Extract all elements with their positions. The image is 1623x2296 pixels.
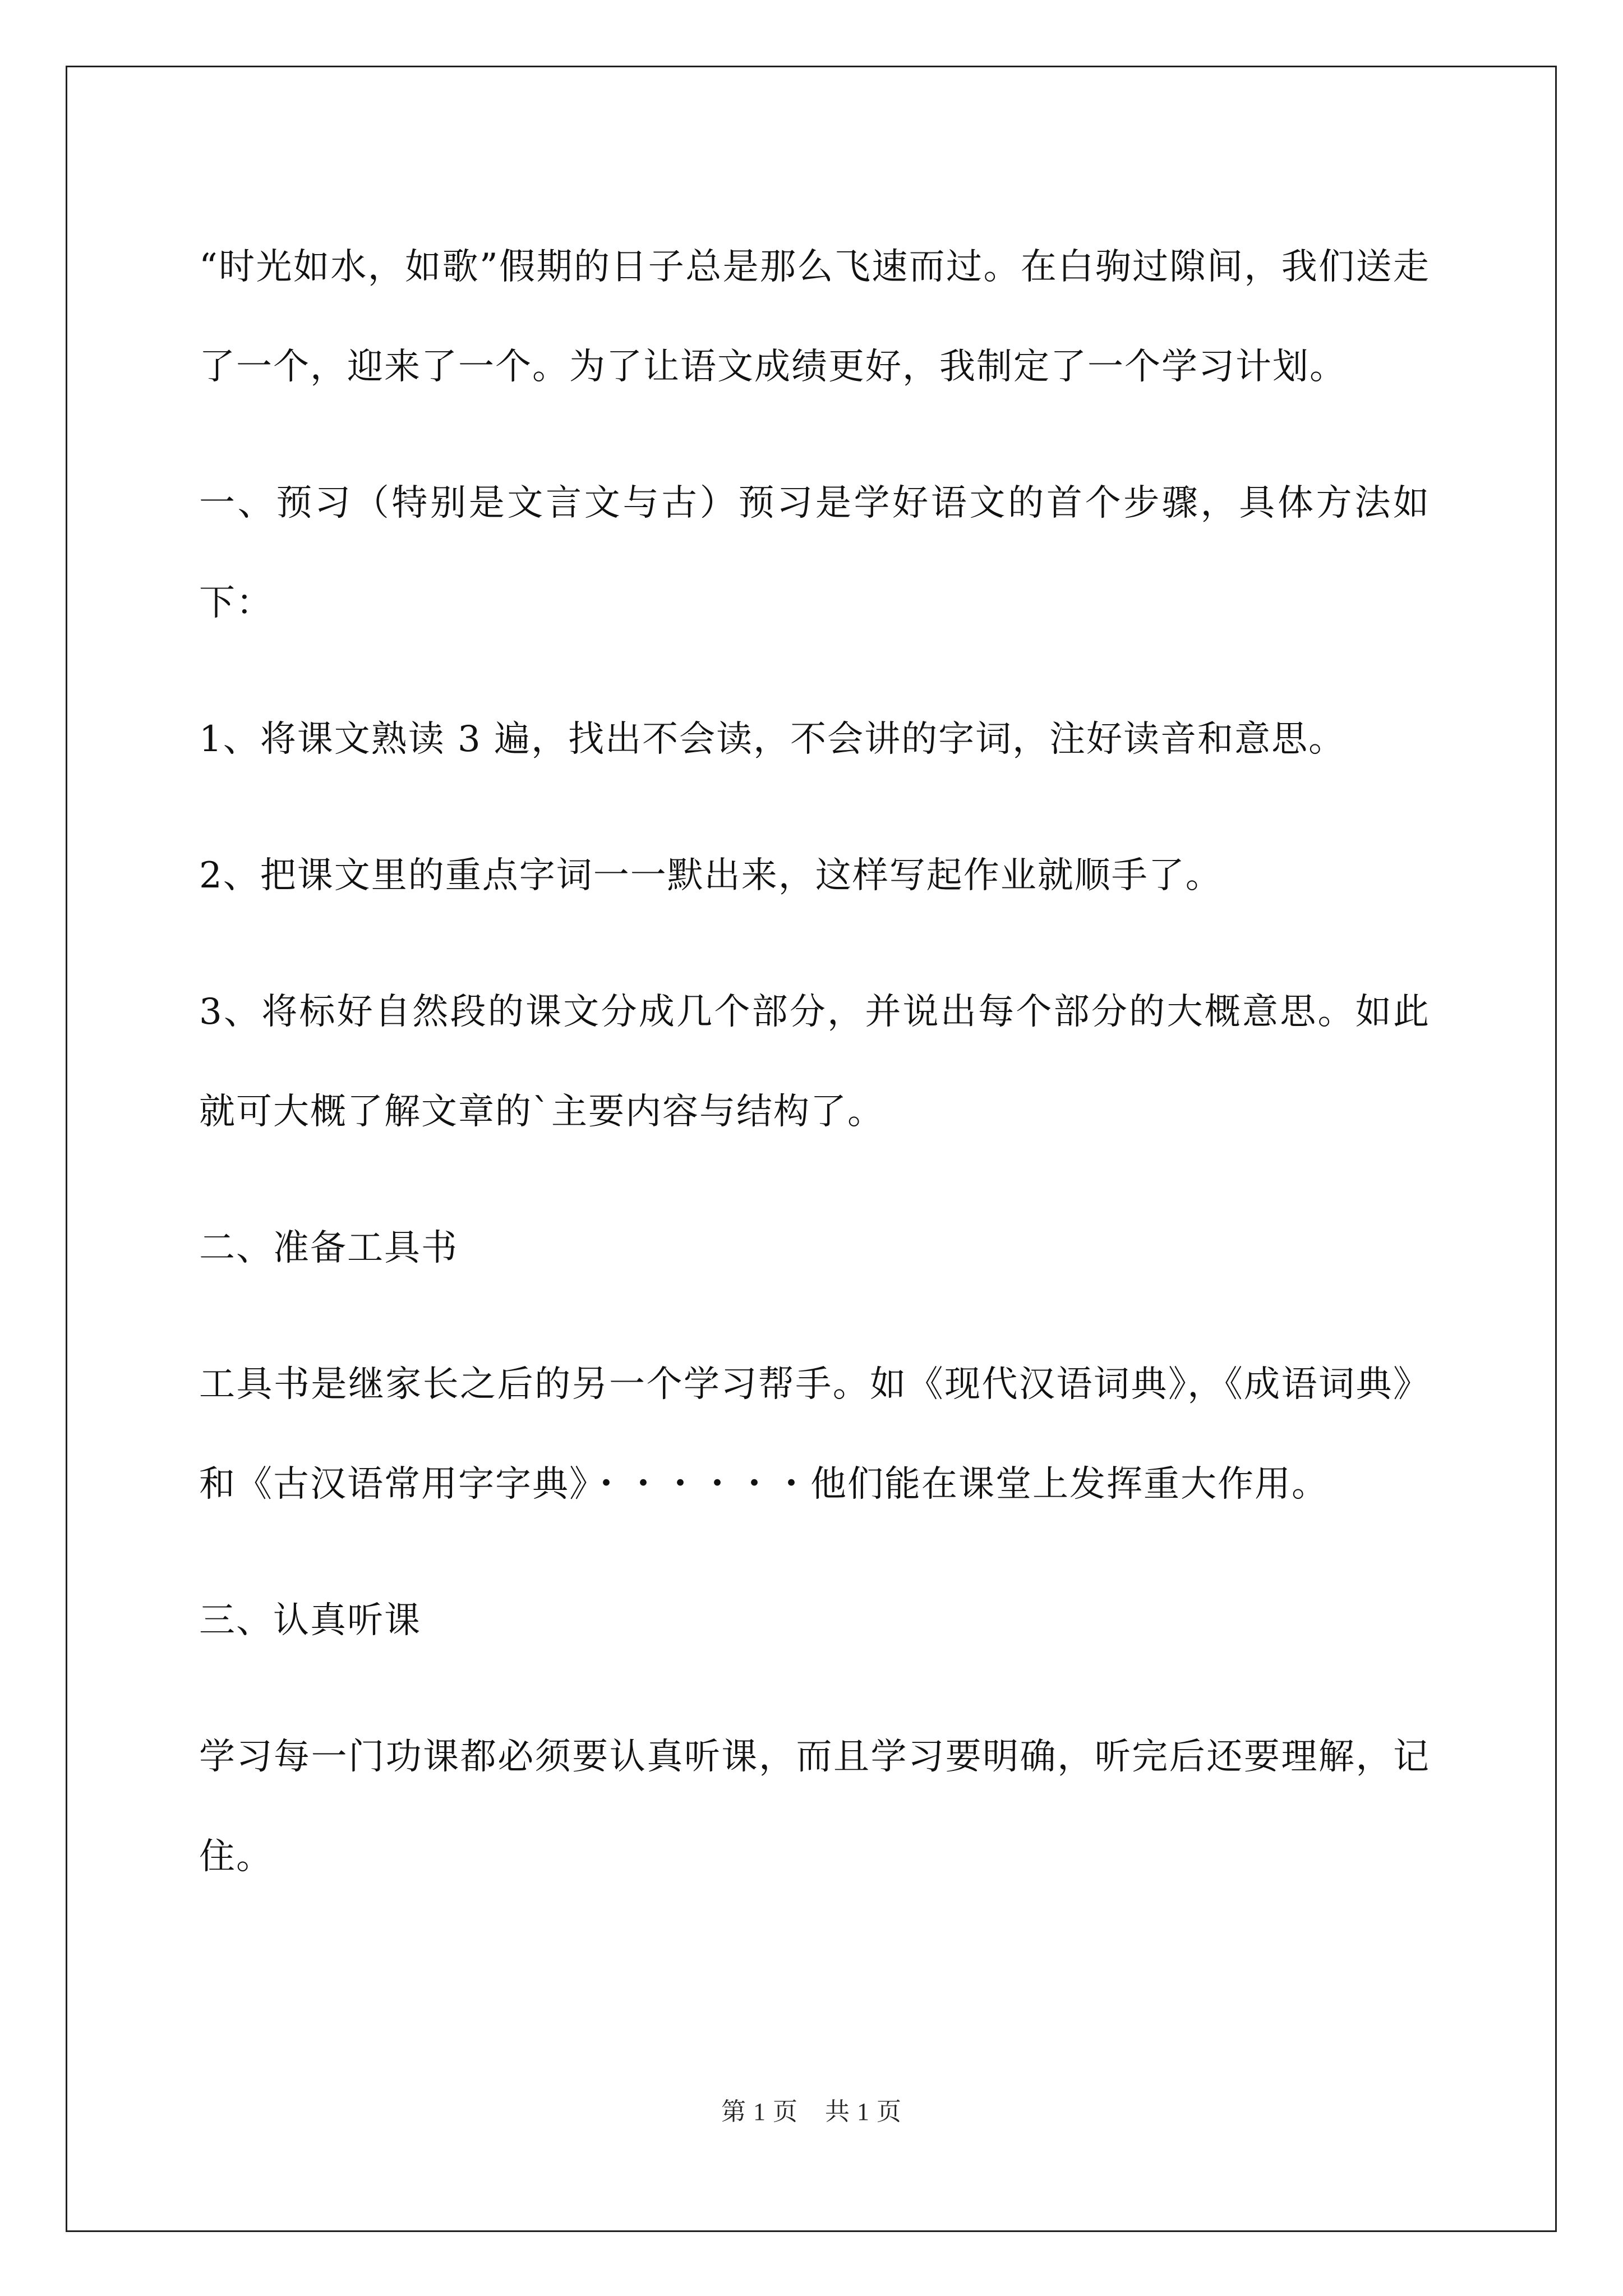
document-body xyxy=(199,217,1430,1943)
section-heading-listening: 三、认真听课 xyxy=(199,1600,421,1641)
paragraph-listening: 学习每一门功课都必须要认真听课，而且学习要明确，听完后还要理解，记住。 xyxy=(199,1736,1430,1878)
page-total: 共 1 页 xyxy=(825,2098,902,2125)
paragraph-tools: 工具书是继家长之后的另一个学习帮手。如《现代汉语词典》，《成语词典》和《古汉语常用字字典》・・・・・・他们能在课堂上发挥重大作用。 xyxy=(199,1364,1430,1505)
paragraph-step-2: 2、把课文里的重点字词一一默出来，这样写起作业就顺手了。 xyxy=(199,855,1223,896)
paragraph-step-3: 3、将标好自然段的课文分成几个部分，并说出每个部分的大概意思。如此就可大概了解文章的`主要内容与结构了。 xyxy=(199,991,1430,1133)
paragraph-intro: “时光如水，如歌”假期的日子总是那么飞速而过。在白驹过隙间，我们送走了一个，迎来了一个。为了让语文成绩更好，我制定了一个学习计划。 xyxy=(199,246,1430,388)
paragraph-step-1: 1、将课文熟读 3 遍，找出不会读，不会讲的字词，注好读音和意思。 xyxy=(199,719,1346,760)
page-footer xyxy=(0,2091,1623,2127)
paragraph-preview-heading: 一、预习（特别是文言文与古）预习是学好语文的首个步骤，具体方法如下： xyxy=(199,482,1430,624)
page-number: 第 1 页 xyxy=(721,2098,798,2125)
section-heading-tools: 二、准备工具书 xyxy=(199,1227,458,1269)
